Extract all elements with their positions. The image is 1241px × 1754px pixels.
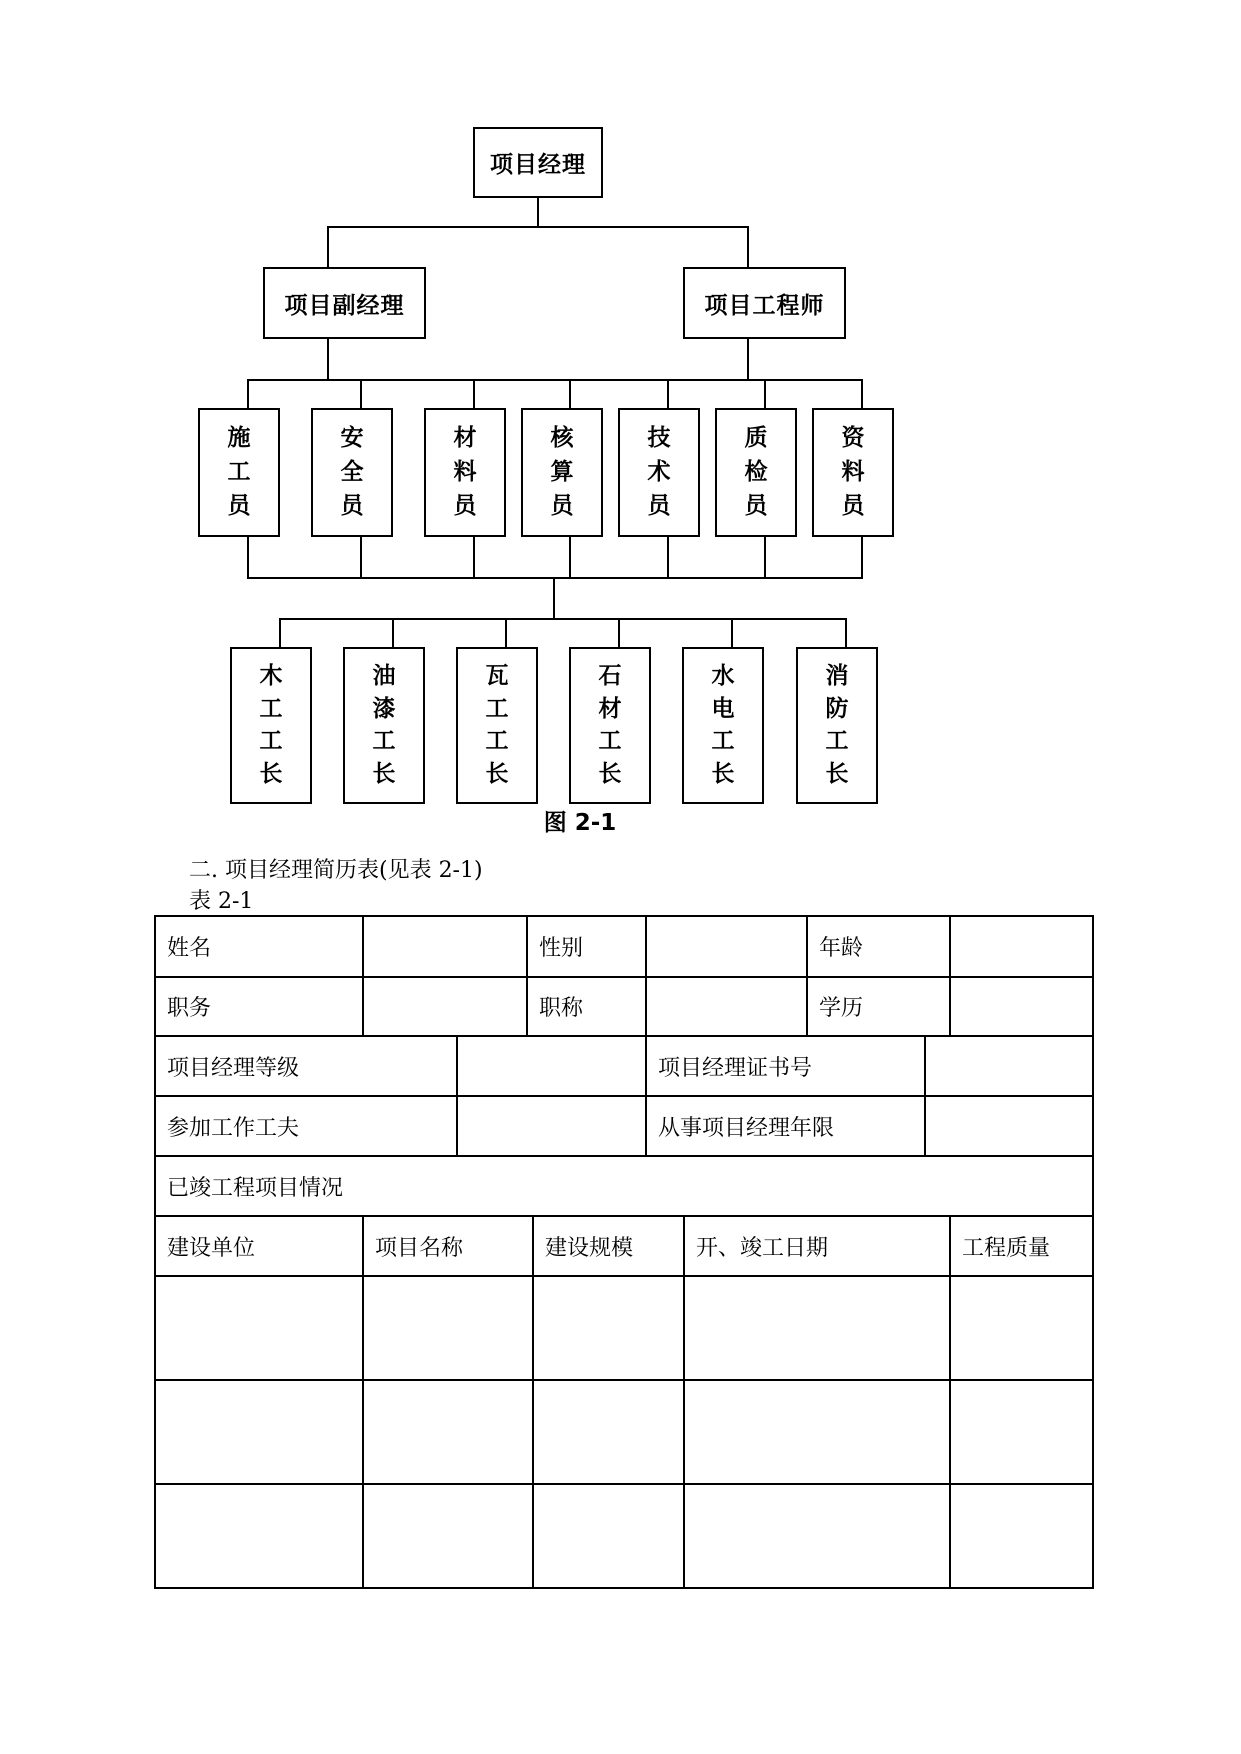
table-cell[interactable] bbox=[684, 1484, 950, 1588]
org-box-char: 核 bbox=[550, 425, 574, 451]
cell-label-manager-grade: 项目经理等级 bbox=[167, 1055, 300, 1081]
connector-line bbox=[279, 618, 281, 648]
org-box-char: 料 bbox=[841, 459, 865, 485]
connector-line bbox=[731, 618, 733, 648]
org-box-char: 瓦 bbox=[485, 662, 509, 689]
section-heading: 二. 项目经理简历表(见表 2-1) bbox=[189, 858, 483, 883]
org-box-char: 工 bbox=[259, 728, 283, 755]
org-box-char: 术 bbox=[647, 459, 671, 485]
connector-line bbox=[764, 536, 766, 578]
cell-value-manager-grade[interactable] bbox=[457, 1036, 646, 1096]
org-box-char: 长 bbox=[711, 761, 735, 788]
table-cell[interactable] bbox=[684, 1276, 950, 1380]
table-cell[interactable] bbox=[533, 1276, 684, 1380]
org-box-char: 工 bbox=[227, 459, 251, 485]
org-box-char: 漆 bbox=[372, 695, 396, 722]
org-box-documents-staff bbox=[812, 408, 894, 537]
cell-value-education[interactable] bbox=[950, 977, 1093, 1036]
connector-line bbox=[764, 379, 766, 409]
column-header-scale: 建设规模 bbox=[545, 1235, 634, 1261]
org-box-char: 电 bbox=[711, 695, 735, 722]
connector-line bbox=[360, 536, 362, 578]
connector-line bbox=[861, 536, 863, 578]
org-box-char: 长 bbox=[825, 761, 849, 788]
connector-line bbox=[569, 536, 571, 578]
table-cell[interactable] bbox=[684, 1380, 950, 1484]
connector-line bbox=[747, 338, 749, 380]
cell-label-work-start: 参加工作工夫 bbox=[167, 1115, 300, 1141]
connector-line bbox=[360, 379, 362, 409]
column-header-dates: 开、竣工日期 bbox=[696, 1235, 829, 1261]
org-box-char: 工 bbox=[372, 728, 396, 755]
org-box-label: 项目经理 bbox=[490, 152, 586, 178]
org-box-char: 长 bbox=[598, 761, 622, 788]
cell-label-gender: 性别 bbox=[539, 936, 584, 961]
org-box-deputy-manager bbox=[263, 267, 426, 339]
cell-value-work-start[interactable] bbox=[457, 1096, 646, 1156]
org-box-char: 工 bbox=[485, 695, 509, 722]
connector-line bbox=[667, 536, 669, 578]
org-box-char: 木 bbox=[259, 662, 283, 689]
connector-line bbox=[473, 379, 475, 409]
column-header-project-name: 项目名称 bbox=[375, 1235, 464, 1261]
org-box-char: 消 bbox=[825, 662, 849, 689]
org-box-quality-staff bbox=[715, 408, 797, 537]
cell-value-name[interactable] bbox=[363, 916, 527, 977]
table-cell[interactable] bbox=[363, 1380, 533, 1484]
org-box-char: 材 bbox=[598, 695, 622, 722]
org-box-label: 项目工程师 bbox=[704, 292, 825, 319]
org-box-carpentry-foreman bbox=[230, 647, 312, 804]
connector-line bbox=[569, 379, 571, 409]
cell-label-title: 职称 bbox=[539, 996, 584, 1021]
org-box-char: 员 bbox=[550, 493, 574, 519]
org-box-label: 项目副经理 bbox=[284, 292, 405, 319]
org-box-char: 员 bbox=[453, 493, 477, 519]
org-box-painting-foreman bbox=[343, 647, 425, 804]
org-box-char: 工 bbox=[485, 728, 509, 755]
org-box-stone-foreman bbox=[569, 647, 651, 804]
org-box-char: 质 bbox=[744, 425, 768, 451]
table-cell[interactable] bbox=[533, 1380, 684, 1484]
connector-line bbox=[845, 618, 847, 648]
org-box-char: 员 bbox=[647, 493, 671, 519]
connector-line bbox=[747, 226, 749, 268]
org-box-plumbing-electrical-foreman bbox=[682, 647, 764, 804]
cell-label-certificate-no: 项目经理证书号 bbox=[658, 1055, 813, 1081]
connector-line bbox=[667, 379, 669, 409]
cell-label-position: 职务 bbox=[167, 996, 212, 1021]
org-box-fire-protection-foreman bbox=[796, 647, 878, 804]
connector-line bbox=[247, 577, 863, 579]
table-label: 表 2-1 bbox=[189, 889, 254, 914]
org-box-char: 工 bbox=[259, 695, 283, 722]
connector-line bbox=[327, 338, 329, 380]
org-box-char: 员 bbox=[744, 493, 768, 519]
org-box-char: 长 bbox=[259, 761, 283, 788]
table-cell[interactable] bbox=[533, 1484, 684, 1588]
table-cell[interactable] bbox=[155, 1276, 363, 1380]
cell-label-education: 学历 bbox=[819, 996, 864, 1021]
org-box-char: 算 bbox=[550, 459, 574, 485]
connector-line bbox=[553, 577, 555, 619]
org-box-char: 料 bbox=[453, 459, 477, 485]
org-box-char: 材 bbox=[453, 425, 477, 451]
org-box-masonry-foreman bbox=[456, 647, 538, 804]
org-box-project-manager bbox=[473, 127, 603, 198]
cell-label-name: 姓名 bbox=[167, 936, 212, 961]
table-cell[interactable] bbox=[950, 1484, 1093, 1588]
cell-value-position[interactable] bbox=[363, 977, 527, 1036]
org-box-project-engineer bbox=[683, 267, 846, 339]
table-cell[interactable] bbox=[950, 1276, 1093, 1380]
connector-line bbox=[247, 379, 249, 409]
cell-label-manager-years: 从事项目经理年限 bbox=[658, 1115, 835, 1141]
org-box-char: 技 bbox=[647, 425, 671, 451]
connector-line bbox=[247, 536, 249, 578]
org-box-char: 资 bbox=[841, 425, 865, 451]
table-cell[interactable] bbox=[155, 1380, 363, 1484]
connector-line bbox=[861, 379, 863, 409]
org-box-safety-staff bbox=[311, 408, 393, 537]
column-header-builder: 建设单位 bbox=[167, 1235, 256, 1261]
org-box-accounting-staff bbox=[521, 408, 603, 537]
connector-line bbox=[279, 618, 847, 620]
cell-value-gender[interactable] bbox=[646, 916, 807, 977]
org-box-char: 检 bbox=[744, 459, 768, 485]
org-box-char: 水 bbox=[711, 662, 735, 689]
cell-value-title[interactable] bbox=[646, 977, 807, 1036]
connector-line bbox=[327, 226, 329, 268]
connector-line bbox=[247, 379, 863, 381]
cell-value-certificate-no[interactable] bbox=[925, 1036, 1093, 1096]
org-box-char: 防 bbox=[825, 695, 849, 722]
org-box-char: 长 bbox=[372, 761, 396, 788]
column-header-quality: 工程质量 bbox=[962, 1235, 1051, 1261]
cell-completed-projects-heading: 已竣工程项目情况 bbox=[167, 1175, 344, 1201]
figure-caption: 图 2-1 bbox=[543, 810, 617, 836]
org-box-char: 工 bbox=[825, 728, 849, 755]
org-box-char: 施 bbox=[227, 425, 251, 451]
connector-line bbox=[505, 618, 507, 648]
org-box-technical-staff bbox=[618, 408, 700, 537]
org-box-materials-staff bbox=[424, 408, 506, 537]
org-box-char: 工 bbox=[711, 728, 735, 755]
connector-line bbox=[327, 226, 749, 228]
table-cell[interactable] bbox=[363, 1276, 533, 1380]
table-cell[interactable] bbox=[363, 1484, 533, 1588]
cell-value-manager-years[interactable] bbox=[925, 1096, 1093, 1156]
org-box-char: 员 bbox=[841, 493, 865, 519]
org-box-char: 长 bbox=[485, 761, 509, 788]
org-box-char: 全 bbox=[340, 459, 364, 485]
org-box-char: 员 bbox=[227, 493, 251, 519]
connector-line bbox=[392, 618, 394, 648]
connector-line bbox=[537, 197, 539, 227]
org-box-char: 工 bbox=[598, 728, 622, 755]
org-box-char: 油 bbox=[372, 662, 396, 689]
org-box-char: 员 bbox=[340, 493, 364, 519]
connector-line bbox=[473, 536, 475, 578]
cell-value-age[interactable] bbox=[950, 916, 1093, 977]
org-box-char: 安 bbox=[340, 425, 364, 451]
table-cell[interactable] bbox=[950, 1380, 1093, 1484]
table-cell[interactable] bbox=[155, 1484, 363, 1588]
cell-label-age: 年龄 bbox=[819, 936, 864, 961]
connector-line bbox=[618, 618, 620, 648]
org-box-char: 石 bbox=[598, 662, 622, 689]
org-box-construction-staff bbox=[198, 408, 280, 537]
